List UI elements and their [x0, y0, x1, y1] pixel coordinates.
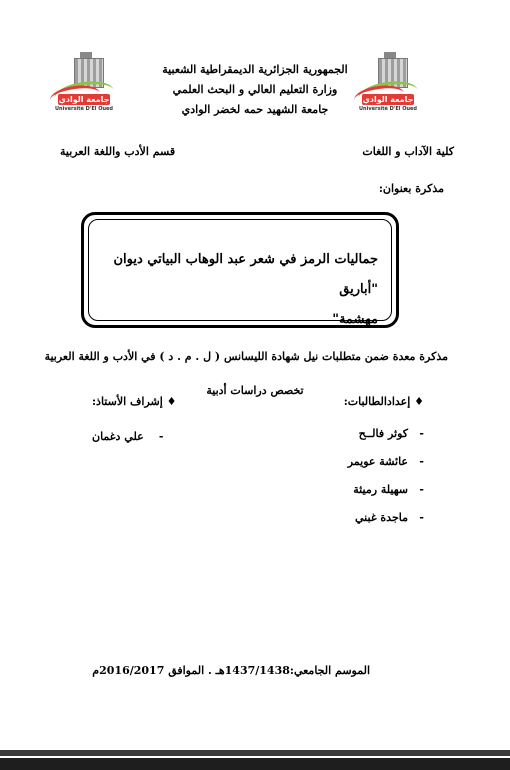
ministry-line: وزارة التعليم العالي و البحث العلمي	[172, 83, 338, 96]
supervisor-label: إشراف الأستاذ:	[92, 395, 163, 408]
memo-title-line1: جماليات الرمز في شعر عبد الوهاب البياتي ديوان "أباريق	[113, 252, 378, 297]
requirement-line: مذكرة معدة ضمن متطلبات نيل شهادة الليسانس ( ل . م . د ) في الأدب و اللغة العربية	[44, 350, 448, 363]
students-label: إعدادالطالبات:	[343, 395, 411, 408]
academic-year: الموسم الجامعي:1437/1438هـ . الموافق 2016/2017م	[92, 664, 370, 677]
university-line: جامعة الشهيد حمه لخضر الوادي	[181, 103, 329, 116]
department-name: قسم الأدب واللغة العربية	[60, 145, 176, 158]
memo-title	[102, 245, 378, 335]
header-block	[140, 60, 370, 120]
logo-name: جامعة الوادي	[362, 95, 414, 104]
page-bottom-bar	[0, 750, 510, 756]
list-item: -ماجدة غبني	[355, 511, 424, 524]
specialization: تخصص دراسات أدبية	[206, 384, 304, 397]
title-box	[81, 212, 399, 328]
republic-line: الجمهورية الجزائرية الديمقراطية الشعبية	[162, 63, 348, 76]
logo-name: جامعة الوادي	[58, 95, 110, 104]
list-item: -كوثر فالــح	[358, 427, 424, 440]
diamond-bullet-icon: ♦	[414, 395, 424, 408]
logo-subtitle: Université D'El Oued	[359, 106, 417, 112]
supervisor-name: علي دغمان	[92, 430, 144, 443]
dash: -	[158, 430, 164, 443]
supervisor-name-row	[92, 430, 164, 443]
supervisor-heading	[92, 395, 177, 408]
memo-label: مذكرة بعنوان:	[378, 182, 444, 195]
university-logo-left	[48, 52, 120, 112]
logo-subtitle: Université D'El Oued	[55, 106, 113, 112]
memo-title-line2: مهشمة"	[332, 312, 378, 327]
viewer-bottom-bar	[0, 758, 510, 770]
students-heading	[344, 395, 424, 408]
list-item: -سهيلة رميثة	[353, 483, 424, 496]
faculty-name: كلية الآداب و اللغات	[362, 145, 454, 158]
university-logo-right	[352, 52, 424, 112]
students-list	[348, 426, 424, 538]
diamond-bullet-icon: ♦	[166, 395, 177, 408]
list-item: -عائشة عويمر	[347, 455, 424, 468]
